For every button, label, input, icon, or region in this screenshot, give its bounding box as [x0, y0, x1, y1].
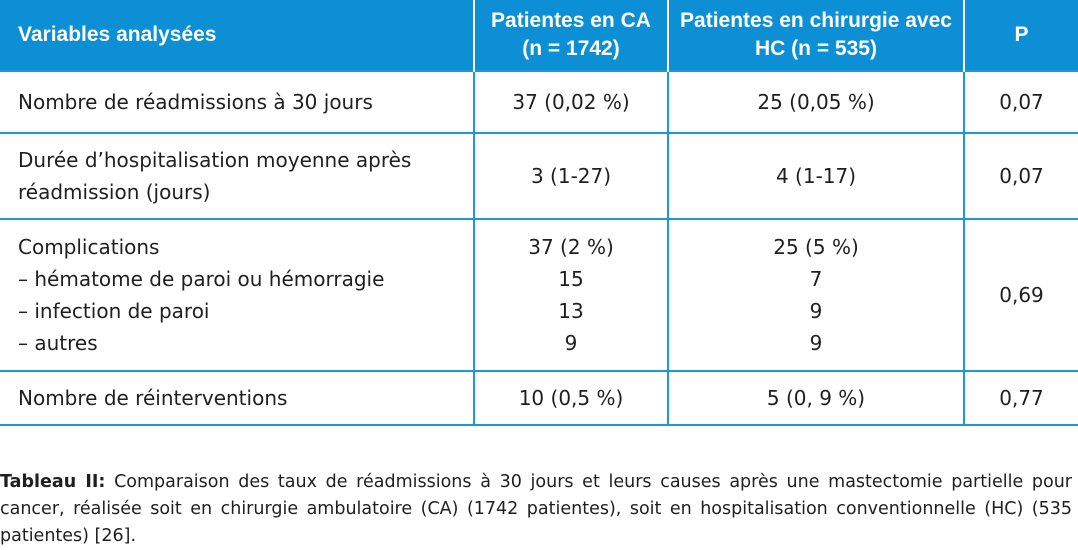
table-row	[0, 219, 1078, 371]
cell-ca-value: 37 (0,02 %)	[512, 90, 630, 114]
table-row	[0, 71, 1078, 133]
cell-p: 0,69	[999, 283, 1044, 307]
cell-hc-value: 7	[809, 267, 823, 291]
row-label	[0, 219, 474, 371]
cell-ca-value: 9	[564, 331, 578, 355]
cell-hc-value: 9	[809, 299, 823, 323]
cell-ca-value: 13	[558, 299, 584, 323]
caption-label: Tableau II:	[0, 471, 106, 492]
header-ca: Patientes en CA (n = 1742)	[474, 0, 668, 71]
row-label-line: Nombre de réinterventions	[18, 386, 288, 410]
cell-hc-value: 4 (1-17)	[775, 164, 857, 188]
cell-hc-value: 5 (0, 9 %)	[766, 386, 866, 410]
row-label	[0, 371, 474, 425]
cell-ca-value: 15	[558, 267, 584, 291]
row-label-line: Nombre de réadmissions à 30 jours	[18, 90, 373, 114]
cell-hc-value: 25 (0,05 %)	[757, 90, 875, 114]
cell-ca	[474, 219, 668, 371]
header-row	[0, 0, 1078, 71]
cell-ca-value: 37 (2 %)	[528, 235, 614, 259]
table-row	[0, 133, 1078, 219]
row-label-line: – infection de paroi	[18, 299, 210, 323]
table-header	[0, 0, 1078, 71]
cell-hc-value: 25 (5 %)	[773, 235, 859, 259]
row-label-line: – autres	[18, 331, 98, 355]
cell-hc	[668, 71, 964, 133]
row-label-line: Durée d’hospitalisation moyenne après	[18, 148, 412, 172]
cell-ca	[474, 371, 668, 425]
row-label-line: Complications	[18, 235, 160, 259]
cell-hc-value: 9	[809, 331, 823, 355]
cell-ca	[474, 133, 668, 219]
table-caption	[0, 469, 1072, 550]
header-variables: Variables analysées	[0, 0, 474, 71]
row-label	[0, 71, 474, 133]
row-label	[0, 133, 474, 219]
cell-p: 0,77	[999, 386, 1044, 410]
row-label-line: réadmission (jours)	[18, 180, 211, 204]
cell-hc	[668, 371, 964, 425]
cell-p: 0,07	[999, 164, 1044, 188]
header-p: P	[964, 0, 1078, 71]
cell-ca	[474, 71, 668, 133]
cell-hc	[668, 219, 964, 371]
cell-ca-value: 10 (0,5 %)	[518, 386, 624, 410]
cell-hc	[668, 133, 964, 219]
row-label-line: – hématome de paroi ou hémorragie	[18, 267, 385, 291]
cell-p: 0,07	[999, 90, 1044, 114]
table-row	[0, 371, 1078, 425]
table-body	[0, 71, 1078, 425]
header-hc: Patientes en chirurgie avec HC (n = 535)	[668, 0, 964, 71]
cell-ca-value: 3 (1-27)	[530, 164, 612, 188]
caption-text: Comparaison des taux de réadmissions à 30 jours et leurs causes après une mastectomie partielle pour cancer, réalisée soit en chirurgie ambulatoire (CA) (1742 patientes), soit en hospitalisation conventionnelle (HC) (535 patientes) [26].	[0, 471, 1072, 546]
